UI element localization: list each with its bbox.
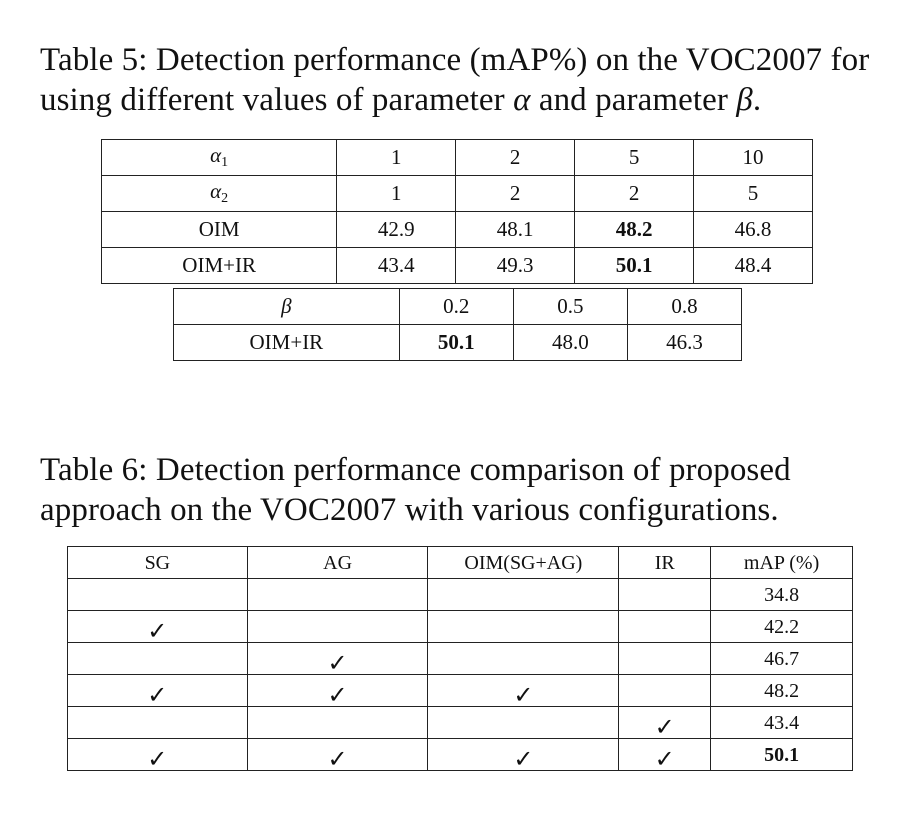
table-cell: 2 xyxy=(456,176,575,212)
config-cell-sg xyxy=(68,675,248,707)
table-row xyxy=(68,579,853,611)
checkmark-icon: ✓ xyxy=(147,616,168,645)
config-cell-ag xyxy=(247,643,428,675)
table-cell: 49.3 xyxy=(456,248,575,284)
beta-symbol: β xyxy=(736,82,753,118)
table5-caption-prefix: Table 5: Detection performance (mAP%) on the VOC2007 for using different values of parameter xyxy=(40,42,870,118)
config-cell-oim xyxy=(428,643,619,675)
config-cell-ir xyxy=(619,675,711,707)
checkmark-icon: ✓ xyxy=(513,744,534,773)
config-cell-sg xyxy=(68,739,248,771)
table-cell: 43.4 xyxy=(337,248,456,284)
table-cell: 46.3 xyxy=(627,325,741,361)
config-cell-sg xyxy=(68,579,248,611)
row-label-oim-ir: OIM+IR xyxy=(174,325,400,361)
table-header-row xyxy=(68,547,853,579)
table-row xyxy=(102,248,813,284)
beta-parameter-table xyxy=(173,288,742,361)
configuration-table-body xyxy=(68,579,853,771)
config-cell-ir xyxy=(619,579,711,611)
config-cell-sg xyxy=(68,611,248,643)
config-cell-sg xyxy=(68,643,248,675)
row-label-oim: OIM xyxy=(102,212,337,248)
config-cell-ag xyxy=(247,579,428,611)
table-cell: 42.9 xyxy=(337,212,456,248)
checkmark-icon: ✓ xyxy=(327,680,348,709)
config-cell-oim xyxy=(428,579,619,611)
config-cell-oim xyxy=(428,611,619,643)
checkmark-icon: ✓ xyxy=(147,744,168,773)
config-cell-ir xyxy=(619,611,711,643)
table-row xyxy=(102,140,813,176)
config-cell-ir xyxy=(619,643,711,675)
table-row xyxy=(68,611,853,643)
config-cell-ag xyxy=(247,611,428,643)
config-cell-oim xyxy=(428,675,619,707)
row-label-alpha2: $\alpha_2$ xyxy=(102,176,337,212)
row-label-alpha1: $\alpha_1$ xyxy=(102,140,337,176)
column-header-ag: AG xyxy=(247,547,428,579)
checkmark-icon: ✓ xyxy=(654,744,675,773)
map-value-cell: 42.2 xyxy=(711,611,853,643)
column-header-ir: IR xyxy=(619,547,711,579)
checkmark-icon: ✓ xyxy=(513,680,534,709)
config-cell-oim xyxy=(428,707,619,739)
table-cell: 1 xyxy=(337,176,456,212)
column-header-oim: OIM(SG+AG) xyxy=(428,547,619,579)
config-cell-ag xyxy=(247,675,428,707)
config-cell-oim xyxy=(428,739,619,771)
table-cell-best: 50.1 xyxy=(399,325,513,361)
checkmark-icon: ✓ xyxy=(327,744,348,773)
table-cell: 1 xyxy=(337,140,456,176)
config-cell-ag xyxy=(247,739,428,771)
table6-caption: Table 6: Detection performance comparison of proposed approach on the VOC2007 with various configurations. xyxy=(40,452,791,528)
alpha-symbol: α xyxy=(513,82,531,118)
table-cell: 48.1 xyxy=(456,212,575,248)
table5-caption-middle: and parameter xyxy=(530,82,737,118)
checkmark-icon: ✓ xyxy=(654,712,675,741)
table-row xyxy=(68,675,853,707)
table-row xyxy=(68,643,853,675)
checkmark-icon: ✓ xyxy=(147,680,168,709)
map-value-cell: 46.7 xyxy=(711,643,853,675)
config-cell-ag xyxy=(247,707,428,739)
table-cell: 48.4 xyxy=(694,248,813,284)
checkmark-icon: ✓ xyxy=(327,648,348,677)
config-cell-sg xyxy=(68,707,248,739)
table-row xyxy=(174,325,742,361)
table-row xyxy=(174,289,742,325)
table-row xyxy=(102,212,813,248)
table-cell: 10 xyxy=(694,140,813,176)
config-cell-ir xyxy=(619,739,711,771)
table-row xyxy=(68,707,853,739)
table-cell: 0.2 xyxy=(399,289,513,325)
table5-caption xyxy=(40,40,890,120)
row-label-beta: β xyxy=(174,289,400,325)
table-cell: 5 xyxy=(575,140,694,176)
column-header-sg: SG xyxy=(68,547,248,579)
alpha-parameter-table xyxy=(101,139,813,284)
table-cell: 2 xyxy=(456,140,575,176)
table-cell: 0.8 xyxy=(627,289,741,325)
table-cell: 2 xyxy=(575,176,694,212)
table-row xyxy=(68,739,853,771)
map-value-cell: 48.2 xyxy=(711,675,853,707)
configuration-table xyxy=(67,546,853,771)
table-cell: 46.8 xyxy=(694,212,813,248)
table-cell: 48.0 xyxy=(513,325,627,361)
config-cell-ir xyxy=(619,707,711,739)
table5-caption-suffix: . xyxy=(752,82,762,118)
column-header-map: mAP (%) xyxy=(711,547,853,579)
map-value-cell: 50.1 xyxy=(711,739,853,771)
table-cell-best: 50.1 xyxy=(575,248,694,284)
row-label-oim-ir: OIM+IR xyxy=(102,248,337,284)
map-value-cell: 34.8 xyxy=(711,579,853,611)
table-cell: 0.5 xyxy=(513,289,627,325)
table-row xyxy=(102,176,813,212)
table-cell-best: 48.2 xyxy=(575,212,694,248)
map-value-cell: 43.4 xyxy=(711,707,853,739)
table-cell: 5 xyxy=(694,176,813,212)
